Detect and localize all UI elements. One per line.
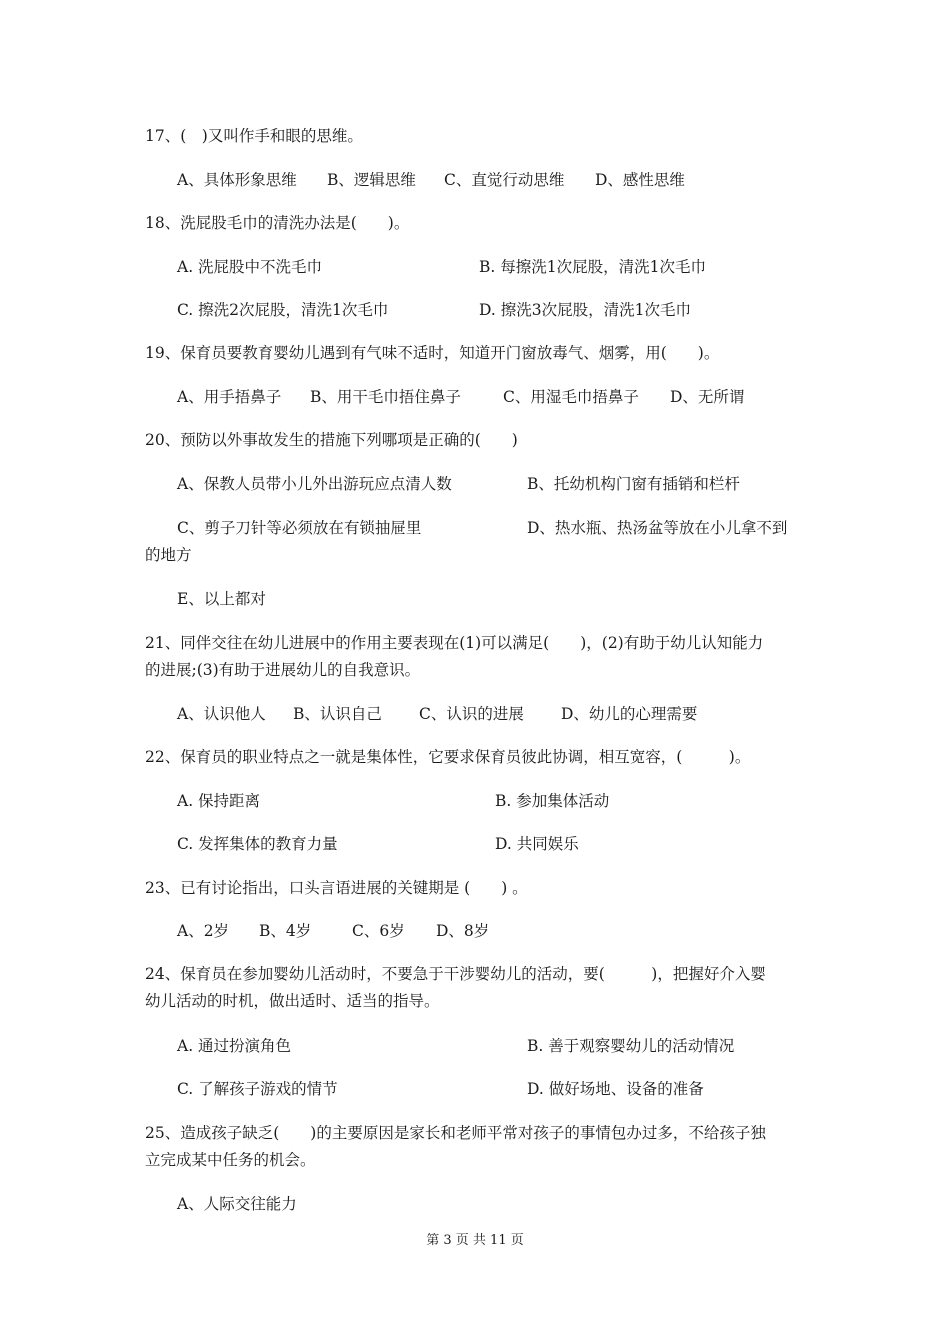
question-21-option-c: C、认识的进展 <box>419 705 524 723</box>
question-25-stem: 25、造成孩子缺乏( )的主要原因是家长和老师平常对孩子的事情包办过多，不给孩子独 <box>145 1124 766 1142</box>
question-17-option-a: A、具体形象思维 <box>177 171 297 189</box>
question-19-option-d: D、无所谓 <box>670 388 745 406</box>
question-18-stem: 18、洗屁股毛巾的清洗办法是( )。 <box>145 214 410 232</box>
question-23-stem: 23、已有讨论指出，口头言语进展的关键期是 ( ) 。 <box>145 879 528 897</box>
question-20-option-d-continued: 的地方 <box>145 546 192 564</box>
question-24-option-d: D. 做好场地、设备的准备 <box>527 1080 704 1098</box>
question-21-stem-continued: 的进展;(3)有助于进展幼儿的自我意识。 <box>145 661 421 679</box>
question-19-option-c: C、用湿毛巾捂鼻子 <box>503 388 639 406</box>
question-22-option-c: C. 发挥集体的教育力量 <box>177 835 338 853</box>
question-18-option-c: C. 擦洗2次屁股，清洗1次毛巾 <box>177 301 389 319</box>
question-19-option-b: B、用干毛巾捂住鼻子 <box>310 388 461 406</box>
question-21-stem: 21、同伴交往在幼儿进展中的作用主要表现在(1)可以满足( )，(2)有助于幼儿认知能力 <box>145 634 764 652</box>
question-20-option-d: D、热水瓶、热汤盆等放在小儿拿不到 <box>527 519 788 537</box>
question-24-stem-continued: 幼儿活动的时机，做出适时、适当的指导。 <box>145 992 440 1010</box>
question-22-option-b: B. 参加集体活动 <box>495 792 610 810</box>
question-18-option-b: B. 每擦洗1次屁股，清洗1次毛巾 <box>479 258 706 276</box>
question-20-stem: 20、预防以外事故发生的措施下列哪项是正确的( ) <box>145 431 518 449</box>
question-24-option-a: A. 通过扮演角色 <box>177 1037 292 1055</box>
question-24-option-c: C. 了解孩子游戏的情节 <box>177 1080 338 1098</box>
question-23-option-c: C、6岁 <box>352 922 405 940</box>
question-24-stem: 24、保育员在参加婴幼儿活动时，不要急于干涉婴幼儿的活动，要( )，把握好介入婴 <box>145 965 766 983</box>
question-18-option-a: A. 洗屁股中不洗毛巾 <box>177 258 323 276</box>
question-19-option-a: A、用手捂鼻子 <box>177 388 282 406</box>
question-25-stem-continued: 立完成某中任务的机会。 <box>145 1151 316 1169</box>
question-22-option-a: A. 保持距离 <box>177 792 261 810</box>
question-20-option-c: C、剪子刀针等必须放在有锁抽屉里 <box>177 519 422 537</box>
question-22-option-d: D. 共同娱乐 <box>495 835 579 853</box>
question-17-option-b: B、逻辑思维 <box>327 171 416 189</box>
page-number: 第 3 页 共 11 页 <box>426 1233 524 1248</box>
question-19-stem: 19、保育员要教育婴幼儿遇到有气味不适时，知道开门窗放毒气、烟雾，用( )。 <box>145 344 720 362</box>
question-23-option-b: B、4岁 <box>259 922 312 940</box>
question-21-option-d: D、幼儿的心理需要 <box>561 705 698 723</box>
question-20-option-a: A、保教人员带小儿外出游玩应点清人数 <box>177 475 452 493</box>
question-23-option-a: A、2岁 <box>177 922 230 940</box>
question-17-stem: 17、( )又叫作手和眼的思维。 <box>145 127 363 145</box>
question-20-option-e: E、以上都对 <box>177 590 266 608</box>
question-20-option-b: B、托幼机构门窗有插销和栏杆 <box>527 475 740 493</box>
question-24-option-b: B. 善于观察婴幼儿的活动情况 <box>527 1037 735 1055</box>
question-22-stem: 22、保育员的职业特点之一就是集体性，它要求保育员彼此协调，相互宽容，( )。 <box>145 748 751 766</box>
question-23-option-d: D、8岁 <box>436 922 490 940</box>
question-25-option-a: A、人际交往能力 <box>177 1195 297 1213</box>
question-18-option-d: D. 擦洗3次屁股，清洗1次毛巾 <box>479 301 691 319</box>
question-17-option-c: C、直觉行动思维 <box>444 171 565 189</box>
question-21-option-b: B、认识自己 <box>293 705 382 723</box>
question-21-option-a: A、认识他人 <box>177 705 266 723</box>
question-17-option-d: D、感性思维 <box>595 171 685 189</box>
